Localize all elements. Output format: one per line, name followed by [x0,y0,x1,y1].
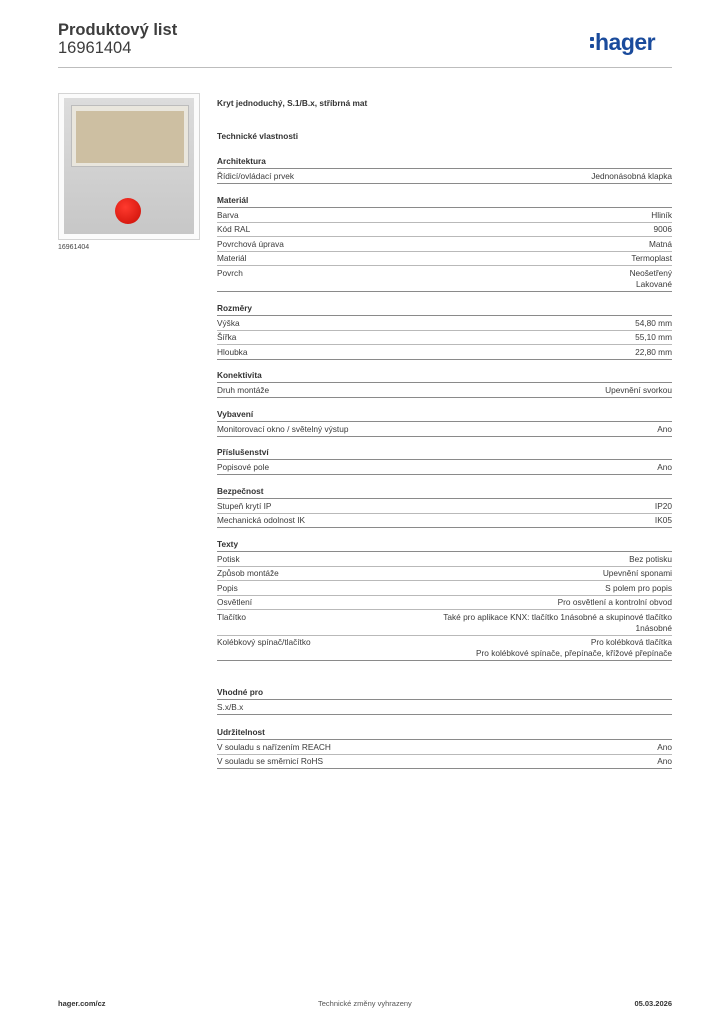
spec-value: IP20 [654,500,672,511]
spec-value: Bez potisku [629,553,672,564]
spec-label: Výška [217,317,240,328]
cover-plate [64,98,194,234]
section-bezpecnost [217,485,672,528]
spec-value: Jednonásobná klapka [591,170,672,181]
spec-value: Pro kolébková tlačítka Pro kolébkové spínače, přepínače, křížové přepínače [475,637,672,658]
section-architektura [217,155,672,184]
spec-value: Upevnění svorkou [605,384,672,395]
spec-label: Kolébkový spínač/tlačítko [217,637,311,647]
spec-label: Osvětlení [217,597,253,607]
spec-row [217,514,672,529]
section-vhodne-pro [217,686,672,715]
spec-row [217,636,672,662]
section-konektivita [217,369,672,398]
spec-row [217,208,672,223]
product-code: 16961404 [58,39,132,57]
spec-label: Povrchová úprava [217,238,284,249]
spec-label: Povrch [217,267,243,278]
spec-row [217,596,672,611]
spec-row [217,266,672,292]
spec-value: Ano [657,756,672,766]
section-title: Vhodné pro [217,686,672,700]
spec-row [217,252,672,267]
spec-row [217,383,672,398]
spec-label: S.x/B.x [217,701,244,712]
spec-value: Ano [657,423,672,434]
logo-colon-icon [590,37,594,48]
section-title: Texty [217,538,672,552]
spec-label: V souladu s nařízením REACH [217,741,331,752]
spec-row [217,499,672,514]
spec-row [217,610,672,636]
spec-row [217,345,672,360]
hager-logo[interactable] [590,28,655,56]
section-texty [217,538,672,661]
section-title: Vybavení [217,408,672,422]
spec-label: Popis [217,582,238,593]
spec-label: Druh montáže [217,384,270,395]
spec-row [217,581,672,596]
section-material [217,194,672,292]
section-title: Udržitelnost [217,726,672,740]
tech-heading: Technické vlastnosti [217,131,298,141]
spec-value: Matná [648,238,672,249]
footer-date: 05.03.2026 [634,999,672,1008]
spec-value: Hliník [651,209,672,220]
section-title: Rozměry [217,302,672,316]
spec-value: 9006 [653,224,672,234]
spec-value: Termoplast [631,253,672,263]
product-image [58,93,200,240]
spec-row [217,740,672,755]
spec-value: Ano [657,741,672,752]
section-title: Konektivita [217,369,672,383]
section-title: Bezpečnost [217,485,672,499]
spec-value: IK05 [654,515,672,525]
spec-value: Ano [657,461,672,472]
spec-row [217,223,672,238]
spec-row [217,700,672,715]
spec-label: Mechanická odolnost IK [217,515,306,525]
section-title: Materiál [217,194,672,208]
label-field [76,111,184,163]
spec-label: Řídicí/ovládací prvek [217,170,295,181]
spec-label: V souladu se směrnicí RoHS [217,756,324,766]
spec-label: Způsob montáže [217,568,279,578]
image-caption: 16961404 [58,244,90,251]
spec-label: Hloubka [217,346,248,357]
spec-label: Šířka [217,332,237,342]
spec-value: S polem pro popis [605,582,672,593]
section-title: Příslušenství [217,446,672,460]
spec-label: Stupeň krytí IP [217,500,272,511]
section-rozmery [217,302,672,360]
spec-label: Monitorovací okno / světelný výstup [217,423,349,434]
spec-label: Popisové pole [217,461,270,472]
spec-row [217,237,672,252]
spec-row [217,755,672,770]
label-window [71,105,189,167]
footer-website-link[interactable]: hager.com/cz [58,999,106,1008]
spec-row [217,552,672,567]
spec-value: 54,80 mm [635,317,672,328]
spec-value: Neošetřený Lakované [629,267,672,289]
spec-value: Také pro aplikace KNX: tlačítko 1násobné a skupinové tlačítko 1násobné [443,611,672,633]
spec-row [217,567,672,582]
spec-label: Tlačítko [217,611,247,622]
spec-value: 22,80 mm [635,346,672,357]
spec-value: 55,10 mm [635,332,672,342]
spec-label: Materiál [217,253,247,263]
spec-label: Potisk [217,553,240,564]
spec-row [217,169,672,184]
section-title: Architektura [217,155,672,169]
page-title: Produktový list [58,21,178,39]
logo-text: hager [595,29,656,55]
spec-row [217,331,672,346]
spec-value: Pro osvětlení a kontrolní obvod [557,597,672,607]
spec-value: Upevnění sponami [602,568,672,578]
spec-row [217,460,672,475]
footer-disclaimer: Technické změny vyhrazeny [318,999,412,1008]
product-name: Kryt jednoduchý, S.1/B.x, stříbrná mat [217,98,368,108]
spec-row [217,316,672,331]
section-udrzitelnost [217,726,672,769]
spec-row [217,422,672,437]
spec-label: Kód RAL [217,224,251,234]
indicator-light-icon [115,198,141,224]
spec-label: Barva [217,209,239,220]
section-vybaveni [217,408,672,437]
section-prislusenstvi [217,446,672,475]
header-divider [58,67,672,68]
